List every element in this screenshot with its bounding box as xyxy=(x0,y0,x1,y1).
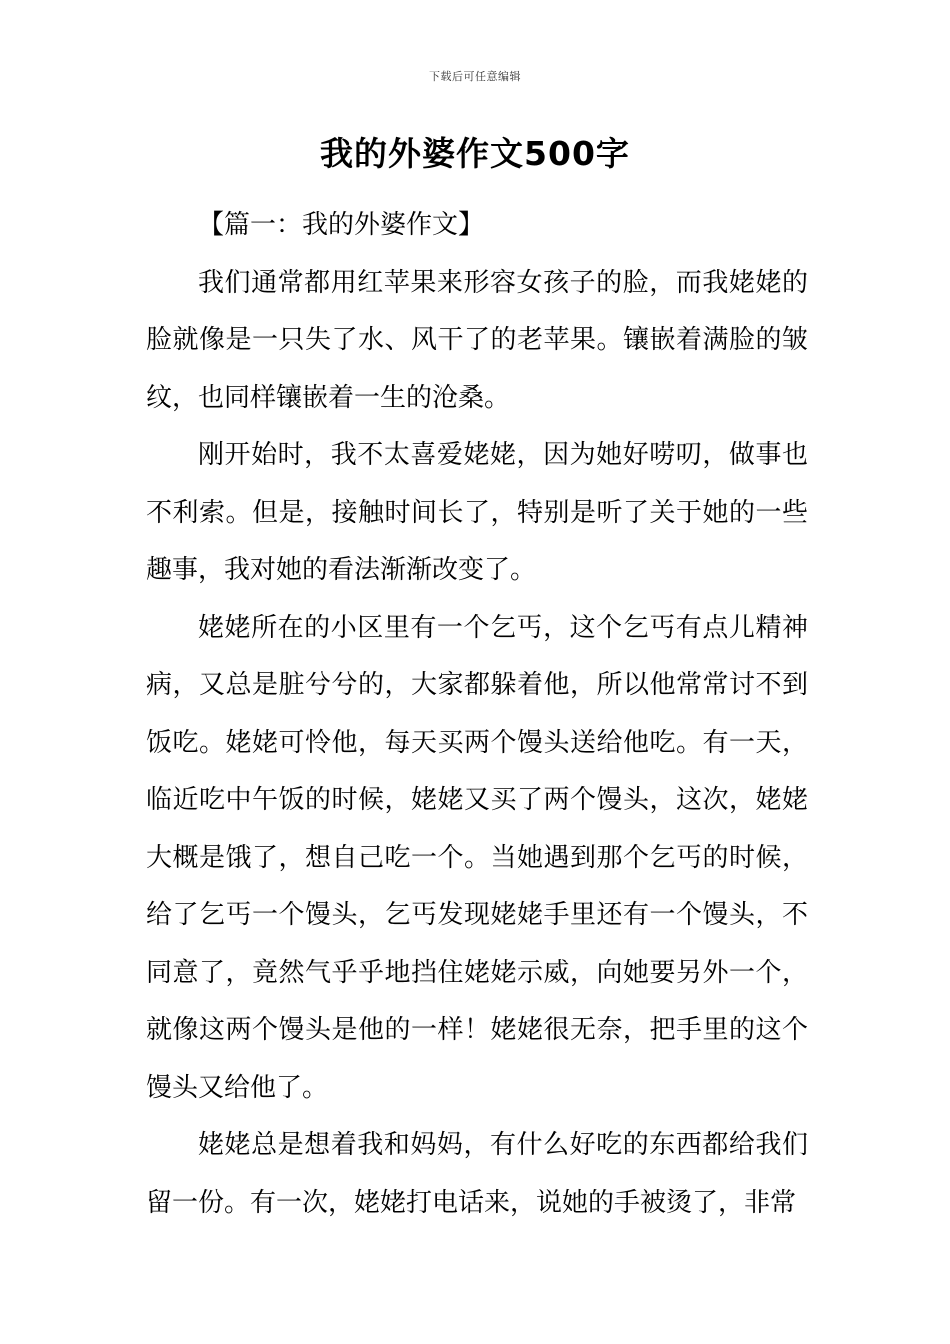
paragraph: 刚开始时，我不太喜爱姥姥，因为她好唠叨，做事也不利索。但是，接触时间长了，特别是听了关于她的一些趣事，我对她的看法渐渐改变了。 xyxy=(146,440,808,585)
paragraph: 我们通常都用红苹果来形容女孩子的脸，而我姥姥的脸就像是一只失了水、风干了的老苹果。镶嵌着满脸的皱纹，也同样镶嵌着一生的沧桑。 xyxy=(146,267,808,413)
paragraph: 姥姥所在的小区里有一个乞丐，这个乞丐有点儿精神病，又总是脏兮兮的，大家都躲着他，所以他常常讨不到饭吃。姥姥可怜他，每天买两个馒头送给他吃。有一天，临近吃中午饭的时候，姥姥又买了两个馒头，这次，姥姥大概是饿了，想自己吃一个。当她遇到那个乞丐的时候，给了乞丐一个馒头，乞丐发现姥姥手里还有一个馒头，不同意了，竟然气乎乎地挡住姥姥示威，向她要另外一个，就像这两个馒头是他的一样！姥姥很无奈，把手里的这个馒头又给他了。 xyxy=(146,612,808,1103)
section-heading: 【篇一：我的外婆作文】 xyxy=(198,210,485,240)
paragraph: 姥姥总是想着我和妈妈，有什么好吃的东西都给我们留一份。有一次，姥姥打电话来，说她的手被烫了，非常 xyxy=(146,1130,808,1218)
header-note: 下载后可任意编辑 xyxy=(429,70,521,83)
document-title: 我的外婆作文500字 xyxy=(320,134,630,173)
document-body xyxy=(146,197,808,1232)
